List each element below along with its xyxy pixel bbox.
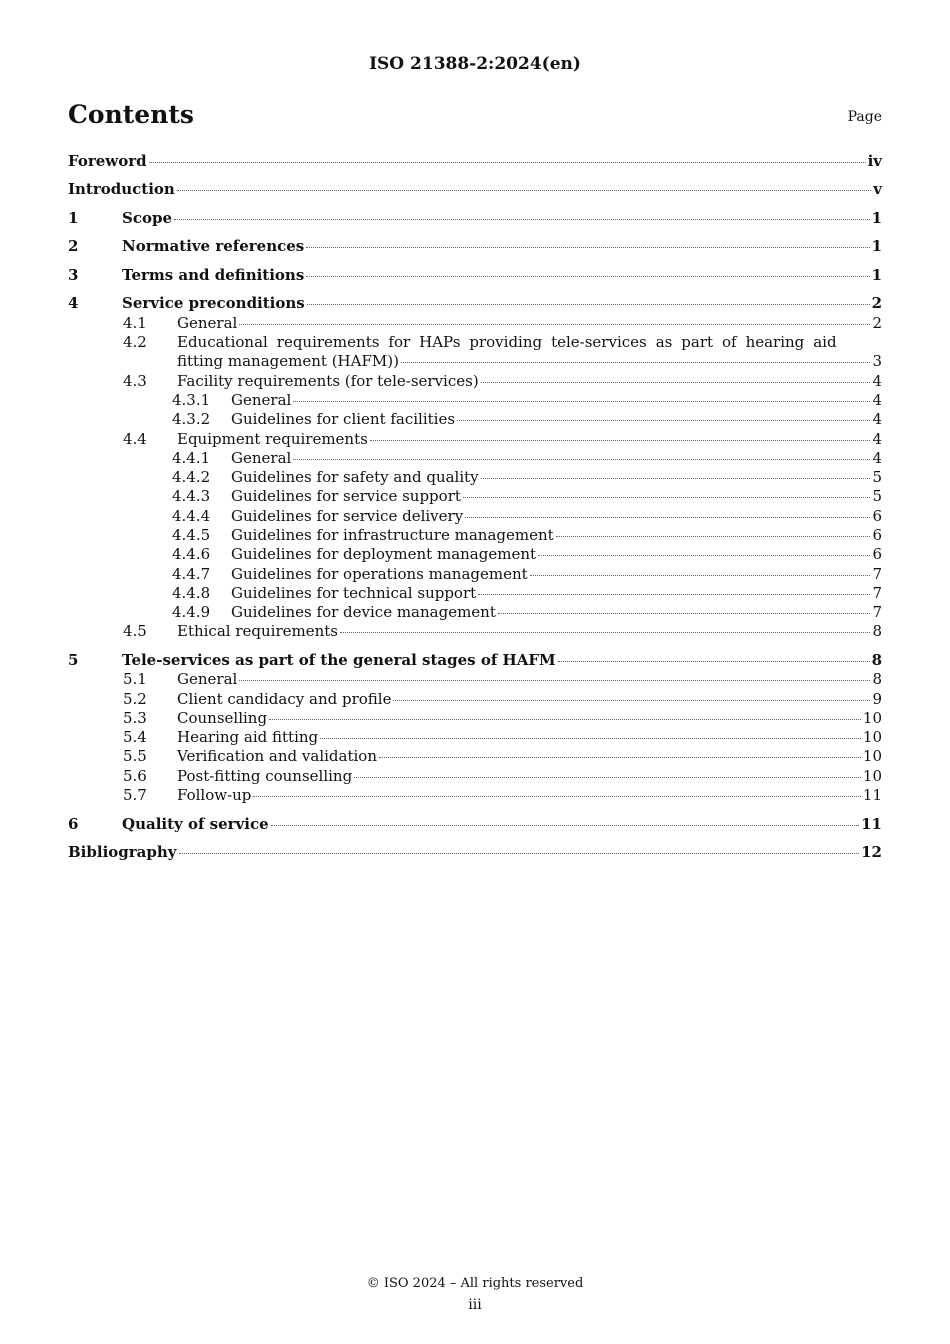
toc-entry-page: 4 xyxy=(872,448,882,467)
toc-entry-title: Verification and validation xyxy=(177,747,377,766)
toc-entry-title: Guidelines for service delivery xyxy=(231,506,464,525)
toc-entry-page: 8 xyxy=(872,670,882,689)
toc-entry[interactable] xyxy=(68,209,882,228)
toc-entry-title: Tele-services as part of the general stages of HAFM xyxy=(122,650,556,669)
toc-entry-title: Terms and definitions xyxy=(122,265,305,284)
toc-entry[interactable] xyxy=(68,786,882,805)
toc-entry-number: 2 xyxy=(68,237,79,256)
toc-entry-number: 4.1 xyxy=(123,313,147,332)
toc-entry-number: 4.2 xyxy=(123,333,147,352)
page-number: iii xyxy=(468,1297,482,1313)
toc-entry-number: 4.4.4 xyxy=(172,506,211,525)
toc-entry-page: iv xyxy=(867,152,882,170)
toc-entry-title: Guidelines for client facilities xyxy=(231,410,456,429)
dot-leader xyxy=(481,478,871,479)
toc-entry[interactable] xyxy=(68,843,882,862)
dot-leader xyxy=(269,719,861,720)
toc-entry-number: 5.6 xyxy=(123,766,147,785)
toc-entry[interactable] xyxy=(68,237,882,256)
dot-leader xyxy=(379,757,861,758)
toc-entry[interactable] xyxy=(68,449,882,468)
toc-entry-number: 4.4 xyxy=(123,429,147,448)
toc-entry-number: 4.4.2 xyxy=(172,468,211,487)
toc-entry[interactable] xyxy=(68,266,882,285)
toc-entry-number: 4.4.3 xyxy=(172,487,211,506)
toc-entry-number: 4.3 xyxy=(123,371,147,390)
toc-entry-page: 10 xyxy=(862,747,882,766)
toc-entry-title: Normative references xyxy=(122,237,305,256)
toc-entry-page: 5 xyxy=(872,487,882,506)
toc-entry[interactable] xyxy=(68,180,882,199)
toc-entry-number: 5.7 xyxy=(123,786,147,805)
toc-entry-title: Introduction xyxy=(68,180,175,199)
toc-entry-number: 5.4 xyxy=(123,728,147,747)
toc-entry[interactable] xyxy=(68,747,882,766)
toc-entry[interactable] xyxy=(68,622,882,641)
dot-leader xyxy=(556,536,871,537)
toc-entry-number: 1 xyxy=(68,208,79,227)
toc-entry-title: Service preconditions xyxy=(122,294,305,313)
dot-leader xyxy=(457,420,870,421)
dot-leader xyxy=(239,324,870,325)
toc-entry-number: 4 xyxy=(68,294,79,313)
dot-leader xyxy=(478,594,870,595)
toc-entry-title: Guidelines for technical support xyxy=(231,583,477,602)
toc-entry[interactable] xyxy=(68,584,882,603)
dot-leader xyxy=(306,247,869,248)
toc-entry-number: 4.4.5 xyxy=(172,525,211,544)
toc-entry[interactable] xyxy=(68,294,882,313)
toc-entry-number: 4.4.1 xyxy=(172,448,211,467)
toc-entry-page: 10 xyxy=(862,708,882,727)
toc-entry-title: General xyxy=(177,670,238,689)
toc-entry[interactable] xyxy=(68,709,882,728)
toc-entry-page: 8 xyxy=(871,650,882,669)
dot-leader xyxy=(370,440,871,441)
toc-entry[interactable] xyxy=(68,651,882,670)
copyright-notice: © ISO 2024 – All rights reserved xyxy=(366,1276,584,1291)
toc-entry-title: Client candidacy and profile xyxy=(177,689,392,708)
toc-entry-title: Ethical requirements xyxy=(177,622,338,641)
toc-entry-number: 4.4.7 xyxy=(172,564,211,583)
document-id: ISO 21388-2:2024(en) xyxy=(369,54,581,74)
toc-entry-title: Counselling xyxy=(177,708,268,727)
toc-entry-title: General xyxy=(177,313,238,332)
toc-entry-title: Facility requirements (for tele-services) xyxy=(177,371,479,390)
toc-entry-page: 11 xyxy=(862,786,882,805)
dot-leader xyxy=(393,700,870,701)
toc-entry-title: Guidelines for operations management xyxy=(231,564,528,583)
toc-entry-page: 7 xyxy=(872,564,882,583)
toc-entry-title: Guidelines for deployment management xyxy=(231,545,537,564)
toc-entry-title: Hearing aid fitting xyxy=(177,728,319,747)
toc-entry-page: v xyxy=(873,180,882,199)
dot-leader xyxy=(498,613,871,614)
toc-entry-page: 1 xyxy=(871,265,882,284)
toc-entry[interactable] xyxy=(68,690,882,709)
toc-entry[interactable] xyxy=(68,410,882,429)
dot-leader xyxy=(481,382,871,383)
toc-entry-number: 5.5 xyxy=(123,747,147,766)
dot-leader xyxy=(174,219,870,220)
toc-entry-number: 4.4.8 xyxy=(172,583,211,602)
toc-entry-title: Post-fitting counselling xyxy=(177,766,353,785)
toc-entry-page: 1 xyxy=(871,208,882,227)
dot-leader xyxy=(538,555,870,556)
toc-entry-page: 2 xyxy=(872,313,882,332)
contents-heading: Contents xyxy=(68,100,195,129)
toc-entry[interactable] xyxy=(68,565,882,584)
toc-entry-page: 4 xyxy=(872,371,882,390)
toc-entry-title: Guidelines for safety and quality xyxy=(231,468,479,487)
toc-entry-title: Follow-up xyxy=(177,786,252,805)
toc-entry-number: 4.3.2 xyxy=(172,410,211,429)
toc-entry[interactable] xyxy=(68,507,882,526)
toc-entry-title: Guidelines for infrastructure management xyxy=(231,525,554,544)
toc-entry-number: 3 xyxy=(68,265,79,284)
toc-entry-page: 10 xyxy=(862,728,882,747)
toc-entry[interactable] xyxy=(68,430,882,449)
toc-entry-number: 5.2 xyxy=(123,689,147,708)
toc-entry-page: 3 xyxy=(872,352,882,371)
dot-leader xyxy=(149,162,866,163)
dot-leader xyxy=(253,796,860,797)
toc-entry-page: 6 xyxy=(872,545,882,564)
dot-leader xyxy=(239,680,870,681)
toc-entry[interactable] xyxy=(68,468,882,487)
toc-entry-title: Quality of service xyxy=(122,814,269,833)
toc-entry-page: 12 xyxy=(861,843,882,861)
page-column-label: Page xyxy=(847,109,882,125)
toc-entry-page: 7 xyxy=(872,583,882,602)
toc-entry[interactable] xyxy=(68,487,882,506)
toc-entry[interactable] xyxy=(68,767,882,786)
toc-entry-page: 1 xyxy=(871,237,882,256)
dot-leader xyxy=(177,190,871,191)
dot-leader xyxy=(179,853,860,854)
toc-entry[interactable] xyxy=(68,815,882,834)
toc-entry-page: 4 xyxy=(872,390,882,409)
dot-leader xyxy=(354,777,861,778)
dot-leader xyxy=(465,517,870,518)
toc-entry-title: General xyxy=(231,390,292,409)
toc-entry-number: 4.4.9 xyxy=(172,603,211,622)
toc-entry-number: 6 xyxy=(68,814,79,833)
toc-entry[interactable] xyxy=(68,372,882,391)
toc-entry[interactable] xyxy=(68,152,882,171)
toc-entry-title: General xyxy=(231,448,292,467)
toc-entry-title: Equipment requirements xyxy=(177,429,368,448)
toc-entry-title: Guidelines for device management xyxy=(231,603,496,622)
toc-entry-page: 7 xyxy=(872,603,882,622)
toc-entry[interactable] xyxy=(68,314,882,333)
toc-entry-page: 11 xyxy=(861,814,882,833)
toc-entry[interactable] xyxy=(68,526,882,545)
dot-leader xyxy=(463,497,871,498)
toc-entry-number: 4.5 xyxy=(123,622,147,641)
dot-leader xyxy=(271,825,860,826)
dot-leader xyxy=(340,632,870,633)
toc-entry-number: 4.3.1 xyxy=(172,390,211,409)
toc-entry-page: 9 xyxy=(872,689,882,708)
toc-entry-title-continued: fitting management (HAFM)) xyxy=(177,352,399,371)
toc-entry-number: 5.1 xyxy=(123,670,147,689)
toc-entry-number: 5 xyxy=(68,650,79,669)
toc-entry[interactable] xyxy=(68,333,882,372)
toc-entry-page: 10 xyxy=(862,766,882,785)
toc-entry-page: 6 xyxy=(872,506,882,525)
dot-leader xyxy=(306,276,869,277)
toc-entry-title: Guidelines for service support xyxy=(231,487,461,506)
toc-entry-number: 4.4.6 xyxy=(172,545,211,564)
toc-entry-title: Scope xyxy=(122,208,173,227)
table-of-contents xyxy=(68,152,882,862)
toc-entry-page: 2 xyxy=(871,294,882,313)
toc-entry-title: Bibliography xyxy=(68,843,177,861)
dot-leader xyxy=(293,401,870,402)
toc-entry-page: 4 xyxy=(872,429,882,448)
dot-leader xyxy=(530,575,871,576)
dot-leader xyxy=(307,304,870,305)
toc-entry-number: 5.3 xyxy=(123,708,147,727)
toc-entry-title: Foreword xyxy=(68,152,147,170)
dot-leader xyxy=(320,738,861,739)
toc-entry-page: 6 xyxy=(872,525,882,544)
toc-entry-page: 8 xyxy=(872,622,882,641)
toc-entry[interactable] xyxy=(68,603,882,622)
toc-entry-title: Educational requirements for HAPs providing tele-services as part of hearing aid xyxy=(177,333,837,352)
toc-entry-page: 5 xyxy=(872,468,882,487)
toc-entry[interactable] xyxy=(68,728,882,747)
toc-entry[interactable] xyxy=(68,391,882,410)
toc-entry[interactable] xyxy=(68,545,882,564)
dot-leader xyxy=(293,459,870,460)
dot-leader xyxy=(558,661,870,662)
dot-leader xyxy=(401,362,871,363)
toc-entry-page: 4 xyxy=(872,410,882,429)
toc-entry[interactable] xyxy=(68,670,882,689)
